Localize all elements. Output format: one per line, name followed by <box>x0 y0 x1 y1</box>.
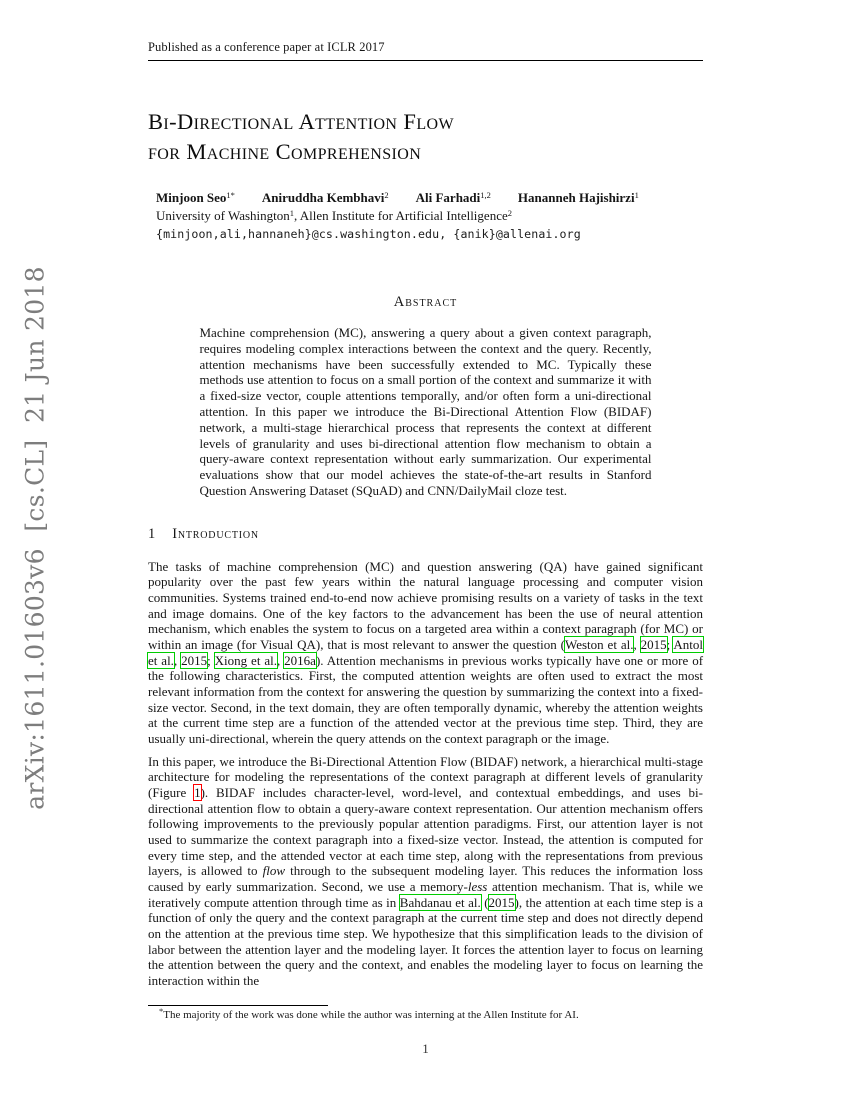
text-run: In this paper, we introduce the Bi-Directional Attention Flow (BIDAF) network, a hierarchical multi-stage architecture for modeling the representations of the context paragraph at different levels of granularity (Figure <box>148 753 703 800</box>
text-run: , Allen Institute for Artificial Intelligence <box>294 208 508 223</box>
text-run: The majority of the work was done while the author was interning at the Allen Institute for AI. <box>163 1009 579 1021</box>
text-run: , <box>633 637 641 653</box>
arxiv-watermark: arXiv:1611.01603v6 [cs.CL] 21 Jun 2018 <box>20 266 50 810</box>
citation-link[interactable]: Bahdanau et al. <box>399 894 481 910</box>
paper-title-line1: Bi-Directional Attention Flow <box>148 109 454 134</box>
author-name: Ali Farhadi <box>415 190 481 205</box>
text-run: attention mechanism. That is, while we iteratively compute attention through time as in <box>148 878 703 910</box>
citation-link[interactable]: Xiong et al. <box>214 652 277 668</box>
italic-text: less <box>467 878 488 894</box>
citation-link[interactable]: 2016a <box>284 652 316 668</box>
text-run: ). BIDAF includes character-level, word-level, and contextual embeddings, and uses bi-directional attention flow to obtain a query-aware context representation. Our attention mechanism offers following improvements to the previously popular attention paradigms. First, our attention layer is not used to summarize the context paragraph into a fixed-size vector. Instead, the attention is computed for every time step, and the attended vector at each time step, along with the representations from previous layers, is allowed to <box>148 784 703 879</box>
paper-title-line2: for Machine Comprehension <box>148 139 422 164</box>
author-emails: {minjoon,ali,hannaneh}@cs.washington.edu, {anik}@allenai.org <box>156 227 581 241</box>
authors-row <box>148 190 703 207</box>
affiliation-line <box>148 208 703 225</box>
running-header: Published as a conference paper at ICLR 2017 <box>148 40 703 61</box>
text-run: through to the subsequent modeling layer. This reduces the information loss caused by early summarization. Second, we use a memory- <box>148 863 703 894</box>
page-number: 1 <box>422 1041 429 1056</box>
text-run: ), the attention at each time step is a function of only the query and the context paragraph at the current time step and does not directly depend on the attention at the previous time step. We hypothesize that this simplification leads to the division of labor between the attention layer and the modeling layer. It forces the attention layer to focus on learning the attention between the query and the context, and enables the modeling layer to focus on learning the interaction within the <box>148 894 703 988</box>
superscript-label: 2 <box>384 189 389 200</box>
text-run: ; <box>207 652 215 668</box>
text-run: , <box>276 652 285 668</box>
text-run: University of Washington <box>156 208 290 223</box>
author-name: Aniruddha Kembhavi <box>261 190 385 205</box>
figure-ref-link[interactable]: 1 <box>194 784 201 800</box>
footnote-rule <box>148 1005 328 1006</box>
italic-text: flow <box>262 863 286 879</box>
intro-paragraph-2 <box>148 754 703 989</box>
section-1-heading <box>148 526 703 543</box>
author-name: Minjoon Seo <box>156 190 227 205</box>
superscript-label: 1,2 <box>480 189 491 200</box>
superscript-label: 1* <box>226 189 235 200</box>
text-run: ( <box>480 894 489 910</box>
abstract-text: Machine comprehension (MC), answering a query about a given context paragraph, requires modeling complex interactions between the context and the query. Recently, attention mechanisms have been successfully extended to MC. Typically these methods use attention to focus on a small portion of the context and summarize it with a fixed-size vector, couple attentions temporally, and/or often form a uni-directional attention. In this paper we introduce the Bi-Directional Attention Flow (BIDAF) network, a multi-stage hierarchical process that represents the context at different levels of granularity and uses bi-directional attention flow mechanism to obtain a query-aware context representation without early summarization. Our experimental evaluations show that our model achieves the state-of-the-art results in Stanford Question Answering Dataset (SQuAD) and CNN/DailyMail cloze test. <box>199 325 652 498</box>
citation-link[interactable]: 2015 <box>640 637 667 653</box>
superscript-label: 2 <box>507 207 512 218</box>
author-name: Hananneh Hajishirzi <box>517 190 635 205</box>
text-run: The tasks of machine comprehension (MC) and question answering (QA) have gained significant popularity over the past few years within the natural language processing and computer vision communities. Systems trained end-to-end now achieve promising results on a variety of tasks in the text and image domains. One of the key factors to the advancement has been the use of neural attention mechanism, which enables the system to focus on a targeted area within a context paragraph (for MC) or within an image (for Visual QA), that is most relevant to answer the question ( <box>148 558 703 653</box>
superscript-label: 1 <box>289 207 295 218</box>
section-1-title: Introduction <box>172 525 259 542</box>
section-1-number: 1 <box>148 525 156 542</box>
abstract-heading: Abstract <box>393 294 458 310</box>
footnote-block <box>148 1005 703 1022</box>
text-run: ). Attention mechanisms in previous works typically have one or more of the following characteristics. First, the computed attention weights are often used to extract the most relevant information from the context for answering the question by summarizing the context into a fixed-size vector. Second, in the text domain, they are often temporally dynamic, whereby the attention weights at the current time step are a function of the attended vector at the previous time step. Third, they are usually uni-directional, wherein the query attends on the context paragraph or the image. <box>148 652 704 746</box>
text-run: ; <box>666 637 674 653</box>
paper-content-column <box>148 40 703 988</box>
citation-link[interactable]: Weston et al. <box>564 637 634 653</box>
citation-link[interactable]: Antol et al. <box>148 637 704 668</box>
intro-paragraph-1 <box>148 559 703 747</box>
citation-link[interactable]: 2015 <box>488 894 515 910</box>
paper-title <box>148 107 703 167</box>
citation-link[interactable]: 2015 <box>181 652 208 668</box>
superscript-label: 1 <box>634 189 639 200</box>
footnote-text <box>148 1005 703 1022</box>
text-run: , <box>173 652 182 668</box>
superscript-label: * <box>159 1005 164 1016</box>
